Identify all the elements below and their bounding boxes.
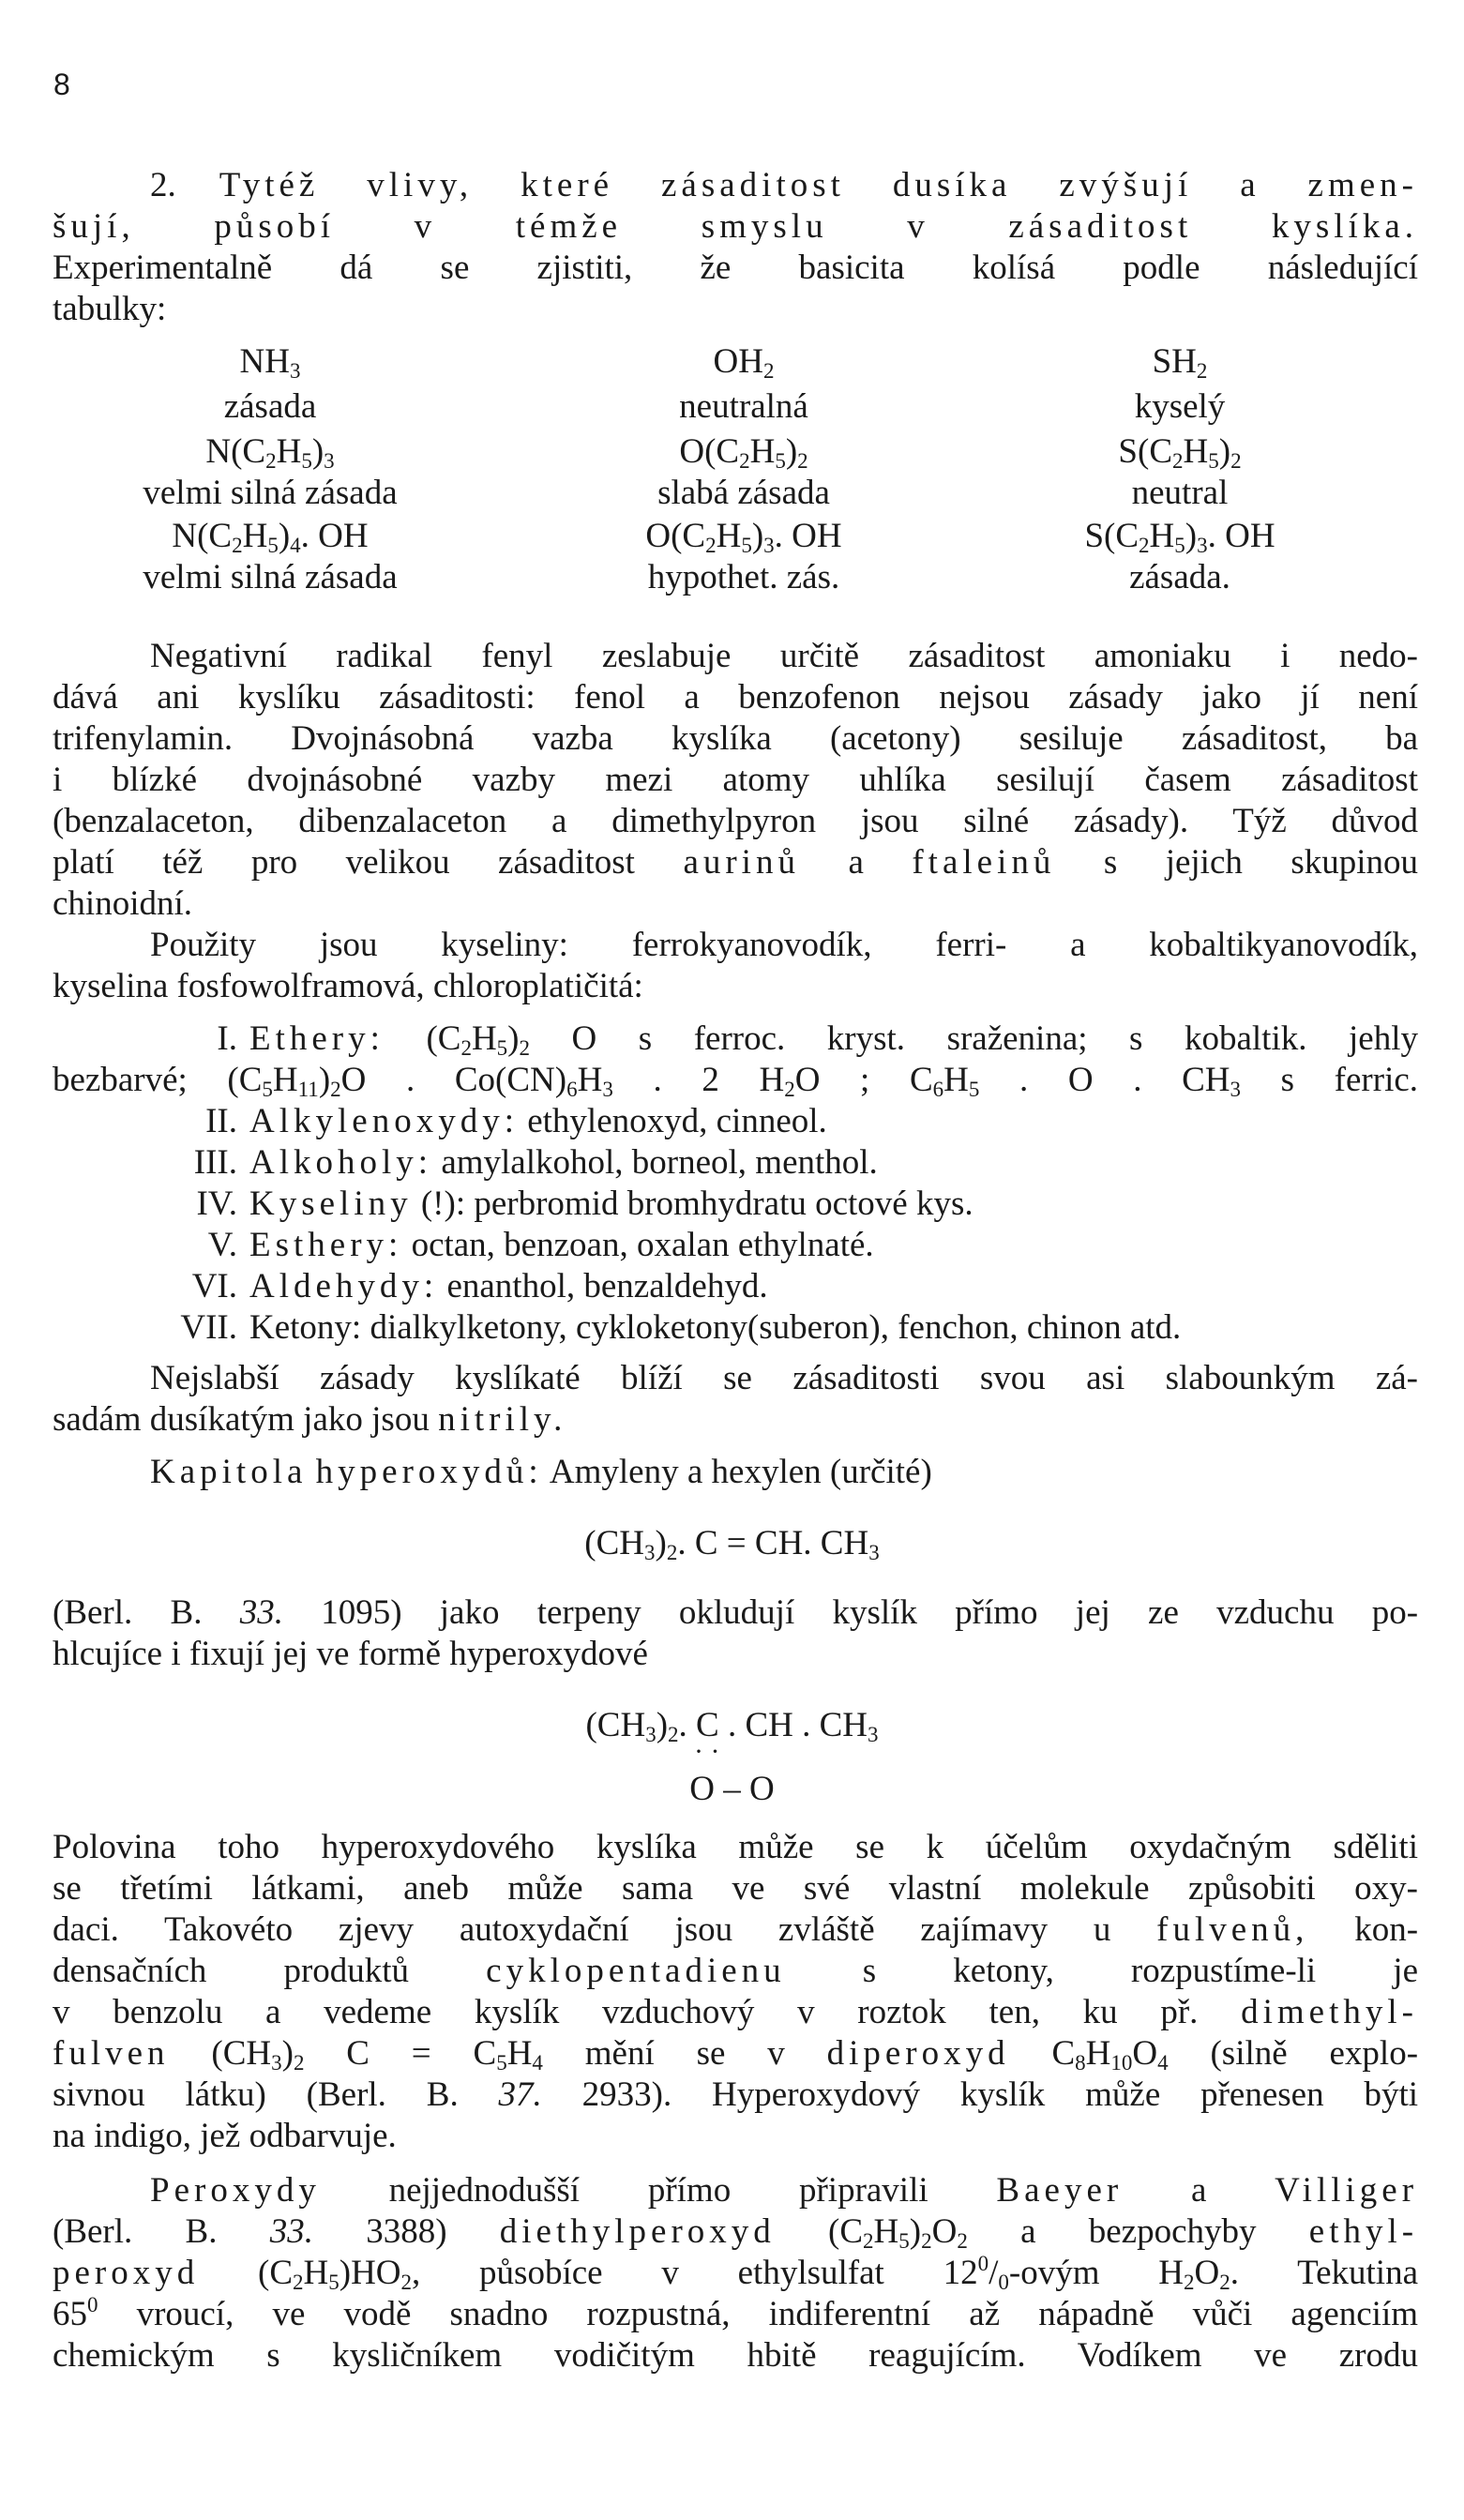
para1-line2: šují, působí v témže smyslu v zásaditost kyslíka. <box>53 207 1418 246</box>
para7-line8: na indigo, jež odbarvuje. <box>53 2117 397 2155</box>
table-col2-formula2: $O(C_2H_5)_2$ <box>679 432 808 473</box>
table-col3-label1: kyselý <box>1134 387 1226 426</box>
table-col2-label1: neutralná <box>679 387 808 426</box>
list-num-2: II. <box>205 1102 237 1140</box>
para2-line1: Negativní radikal fenyl zeslabuje určitě zásaditost amoniaku i nedo- <box>150 637 1418 675</box>
formula-bond-dots: · · <box>694 1736 720 1767</box>
list-item-2: Alkylenoxydy: ethylenoxyd, cinneol. <box>249 1102 827 1140</box>
para4-line1: Nejslabší zásady kyslíkaté blíží se zásaditosti svou asi slabounkým zá- <box>150 1359 1418 1397</box>
table-col3-label3: zásada. <box>1129 558 1230 596</box>
formula-amylene: $(CH_3)_2$. C = CH. $CH_3$ <box>584 1524 880 1564</box>
table-col1-label1: zásada <box>223 387 317 426</box>
para3-line2: kyselina fosfowolframová, chloroplatičitá: <box>53 967 643 1005</box>
list-item-7: Ketony: dialkylketony, cykloketony(suberon), fenchon, chinon atd. <box>249 1308 1182 1347</box>
formula-hyperoxyde-top: $(CH_3)_2$. C . CH . $CH_3$ <box>585 1706 879 1746</box>
formula-hyperoxyde-bottom: O – O <box>689 1770 775 1808</box>
list-item-6: Aldehydy: enanthol, benzaldehyd. <box>249 1267 768 1305</box>
para8-line5: chemickým s kysličníkem vodičitým hbitě reagujícím. Vodíkem ve zrodu <box>53 2336 1418 2375</box>
para2-line4: i blízké dvojnásobné vazby mezi atomy uhlíka sesilují časem zásaditost <box>53 761 1418 799</box>
para1-line4: tabulky: <box>53 290 167 328</box>
list-num-4: IV. <box>196 1185 237 1223</box>
para2-line7: chinoidní. <box>53 884 193 923</box>
para8-line4: $65^0$ vroucí, ve vodě snadno rozpustná, indiferentní až nápadně vůči agenciím <box>53 2293 1418 2333</box>
para2-line6: platí též pro velikou zásaditost aurinů a ftaleinů s jejich skupinou <box>53 843 1419 882</box>
list-item-4: Kyseliny (!): perbromid bromhydratu octové kys. <box>249 1185 973 1223</box>
table-col3-formula3: $S(C_2H_5)_3$. OH <box>1084 517 1275 557</box>
para8-line3: peroxyd $(C_2H_5)HO_2$, působíce v ethylsulfat $12^0/_0$-ovým $H_2O_2$. Tekutina <box>53 2252 1418 2294</box>
list-num-6: VI. <box>191 1267 237 1305</box>
table-col2-formula3: $O(C_2H_5)_3$. OH <box>645 517 842 557</box>
table-col1-formula1: $NH_3$ <box>239 342 301 383</box>
para5-line1: Kapitola hyperoxydů: Amyleny a hexylen (určité) <box>150 1453 932 1491</box>
list-item-1-line2: bezbarvé; $(C_5H_{11})_2O$ . $Co(CN)_6H_3$ . 2 $H_2O$ ; $C_6H_5$ . O . $CH_3$ s ferric. <box>53 1061 1419 1101</box>
list-item-5: Esthery: octan, benzoan, oxalan ethylnaté. <box>249 1226 874 1264</box>
para7-line1: Polovina toho hyperoxydového kyslíka může se k účelům oxydačným sděliti <box>53 1828 1418 1866</box>
list-item-3: Alkoholy: amylalkohol, borneol, menthol. <box>249 1143 878 1182</box>
table-col3-formula2: $S(C_2H_5)_2$ <box>1118 432 1242 473</box>
para8-line2: (Berl. B. 33. 3388) diethylperoxyd $(C_2H_5)_2O_2$ a bezpochyby ethyl- <box>53 2212 1419 2253</box>
list-num-1: I. <box>217 1019 237 1058</box>
para2-line3: trifenylamin. Dvojnásobná vazba kyslíka (acetony) sesiluje zásaditost, ba <box>53 719 1418 758</box>
para6-line1: (Berl. B. 33. 1095) jako terpeny okludují kyslík přímo jej ze vzduchu po- <box>53 1593 1419 1632</box>
list-num-5: V. <box>207 1226 237 1264</box>
page-number: 8 <box>53 68 70 101</box>
para8-line1: Peroxydy nejjednodušší přímo připravili Baeyer a Villiger <box>150 2171 1419 2210</box>
para7-line4: densačních produktů cyklopentadienu s ketony, rozpustíme-li je <box>53 1952 1418 1990</box>
para4-line2: sadám dusíkatým jako jsou nitrily. <box>53 1400 567 1439</box>
para2-line5: (benzalaceton, dibenzalaceton a dimethylpyron jsou silné zásady). Týž důvod <box>53 802 1418 840</box>
table-col1-label2: velmi silná zásada <box>143 474 398 512</box>
table-col2-label2: slabá zásada <box>657 474 830 512</box>
table-col2-formula1: $OH_2$ <box>713 342 775 383</box>
list-num-7: VII. <box>180 1308 237 1347</box>
table-col3-formula1: $SH_2$ <box>1152 342 1208 383</box>
para7-line2: se třetími látkami, aneb může sama ve své vlastní molekule způsobiti oxy- <box>53 1869 1418 1908</box>
para1-line1: 2. Tytéž vlivy, které zásaditost dusíka zvýšují a zmen- <box>150 166 1418 204</box>
table-col3-label2: neutral <box>1131 474 1229 512</box>
list-num-3: III. <box>193 1143 237 1182</box>
para6-line2: hlcujíce i fixují jej ve formě hyperoxydové <box>53 1635 648 1673</box>
para7-line3: daci. Takovéto zjevy autoxydační jsou zvláště zajímavy u fulvenů, kon- <box>53 1910 1419 1949</box>
para3-line1: Použity jsou kyseliny: ferrokyanovodík, ferri- a kobaltikyanovodík, <box>150 926 1418 964</box>
table-col1-formula3: $N(C_2H_5)_4$. OH <box>172 517 369 557</box>
table-col1-formula2: $N(C_2H_5)_3$ <box>205 432 335 473</box>
table-col1-label3: velmi silná zásada <box>143 558 398 596</box>
list-item-1-line1: Ethery: $(C_2H_5)_2$ O s ferroc. kryst. sraženina; s kobaltik. jehly <box>249 1019 1419 1060</box>
para1-line3: Experimentalně dá se zjistiti, že basicita kolísá podle následující <box>53 249 1418 287</box>
para2-line2: dává ani kyslíku zásaditosti: fenol a benzofenon nejsou zásady jako jí není <box>53 678 1418 717</box>
para7-line7: sivnou látku) (Berl. B. 37. 2933). Hyperoxydový kyslík může přenesen býti <box>53 2075 1419 2114</box>
table-col2-label3: hypothet. zás. <box>647 558 840 596</box>
para7-line6: fulven $(CH_3)_2$ $C = C_5H_4$ mění se v diperoxyd $C_8H_{10}O_4$ (silně explo- <box>53 2034 1419 2075</box>
para7-line5: v benzolu a vedeme kyslík vzduchový v roztok ten, ku př. dimethyl- <box>53 1993 1418 2031</box>
